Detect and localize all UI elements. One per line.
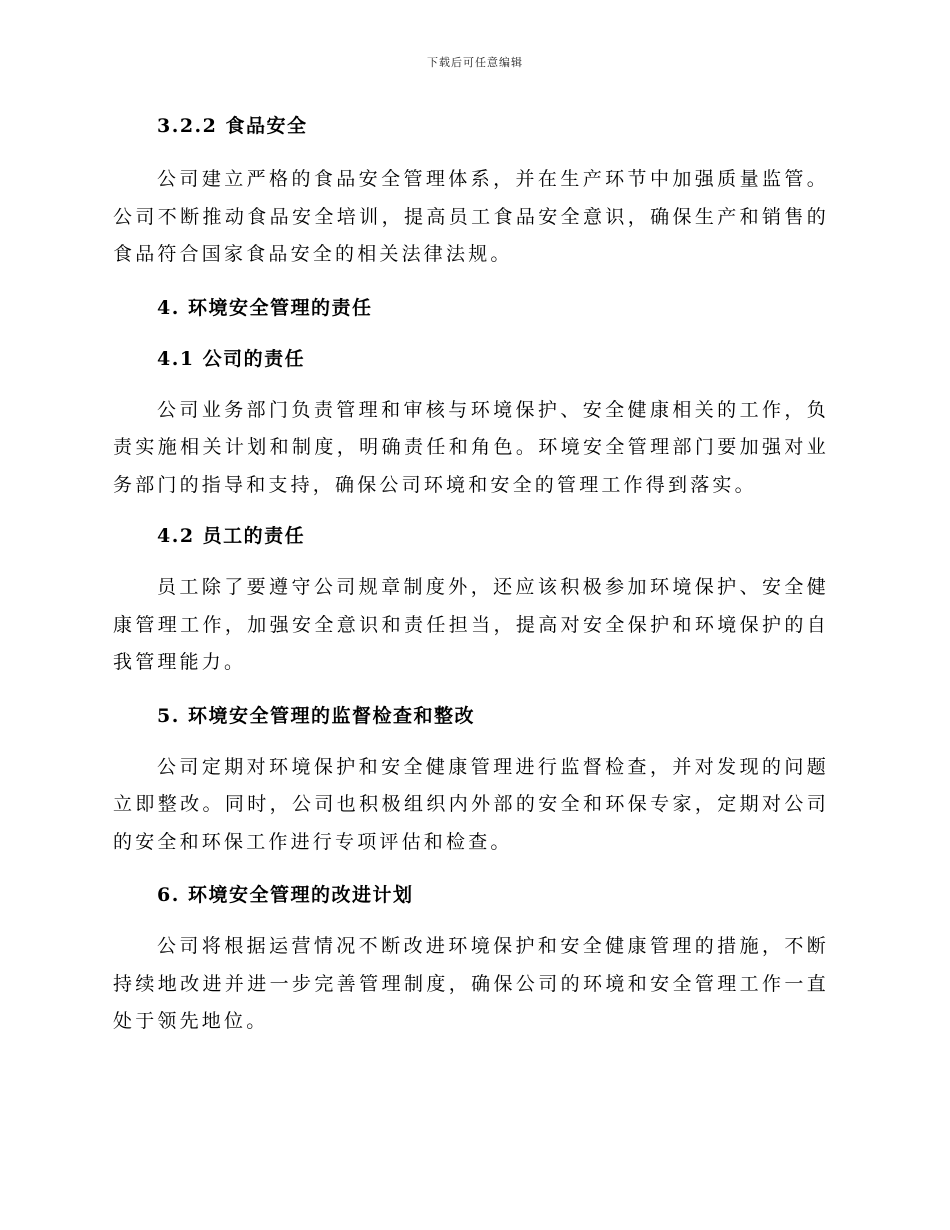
section-paragraph-3-2-2: 公司建立严格的食品安全管理体系，并在生产环节中加强质量监管。公司不断推动食品安全培训，提高员工食品安全意识，确保生产和销售的食品符合国家食品安全的相关法律法规。 — [113, 168, 829, 265]
page-header-note: 下载后可任意编辑 — [427, 56, 523, 69]
section-heading-4: 4. 环境安全管理的责任 — [157, 296, 373, 319]
section-paragraph-6: 公司将根据运营情况不断改进环境保护和安全健康管理的措施，不断持续地改进并进一步完善管理制度，确保公司的环境和安全管理工作一直处于领先地位。 — [113, 935, 829, 1032]
section-paragraph-5: 公司定期对环境保护和安全健康管理进行监督检查，并对发现的问题立即整改。同时，公司也积极组织内外部的安全和环保专家，定期对公司的安全和环保工作进行专项评估和检查。 — [113, 755, 829, 853]
section-paragraph-4-2: 员工除了要遵守公司规章制度外，还应该积极参加环境保护、安全健康管理工作，加强安全意识和责任担当，提高对安全保护和环境保护的自我管理能力。 — [113, 576, 829, 673]
section-heading-6: 6. 环境安全管理的改进计划 — [157, 884, 414, 906]
section-heading-5: 5. 环境安全管理的监督检查和整改 — [157, 704, 475, 727]
section-paragraph-4-1: 公司业务部门负责管理和审核与环境保护、安全健康相关的工作，负责实施相关计划和制度，明确责任和角色。环境安全管理部门要加强对业务部门的指导和支持，确保公司环境和安全的管理工作得到落实。 — [113, 398, 829, 496]
section-heading-3-2-2: 3.2.2 食品安全 — [157, 115, 308, 137]
document-body — [113, 108, 829, 1041]
section-heading-4-1: 4.1 公司的责任 — [157, 347, 306, 370]
section-heading-4-2: 4.2 员工的责任 — [157, 525, 306, 547]
